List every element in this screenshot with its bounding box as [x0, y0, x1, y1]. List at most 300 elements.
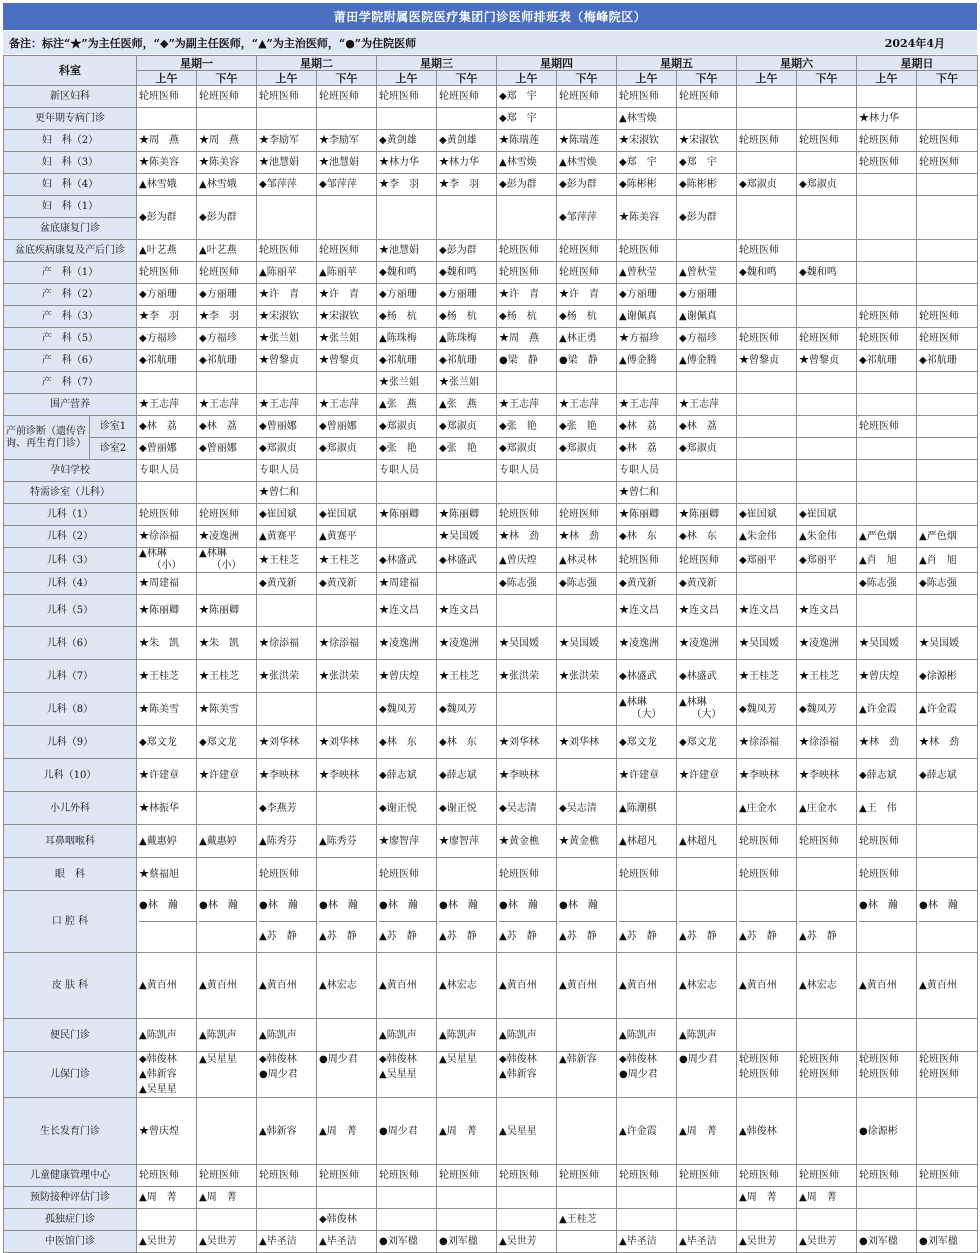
- schedule-cell: [917, 460, 978, 482]
- header-pm: 下午: [317, 71, 377, 86]
- schedule-cell: ★张洪荣: [497, 660, 557, 693]
- schedule-cell: ▲苏 静: [677, 891, 737, 953]
- schedule-cell: ★凌逸洲: [617, 627, 677, 660]
- schedule-cell: 轮班医师: [437, 86, 497, 108]
- schedule-cell: ▲毕圣洁: [677, 1231, 737, 1253]
- schedule-cell: ★徐添福: [797, 726, 857, 759]
- schedule-cell: [317, 693, 377, 726]
- schedule-cell: ▲曾秋莹: [677, 262, 737, 284]
- schedule-cell: ★张洪荣: [257, 660, 317, 693]
- schedule-cell: [137, 108, 197, 130]
- schedule-cell: ★陈美容: [617, 196, 677, 240]
- header-dept: 科室: [4, 56, 137, 86]
- schedule-cell: 轮班医师: [557, 86, 617, 108]
- schedule-cell: ▲陈珠梅: [437, 328, 497, 350]
- schedule-cell: ◆陈彬彬: [677, 174, 737, 196]
- schedule-cell: [917, 792, 978, 825]
- schedule-cell: ▲严色烟: [917, 526, 978, 548]
- schedule-cell: [257, 595, 317, 627]
- header-am: 上午: [497, 71, 557, 86]
- schedule-cell: ★李励军: [257, 130, 317, 152]
- schedule-cell: ◆郑淑贞: [317, 438, 377, 460]
- schedule-cell: ▲陈凯声: [257, 1019, 317, 1052]
- schedule-cell: [677, 460, 737, 482]
- schedule-cell: [197, 108, 257, 130]
- schedule-cell: ●林 瀚 ▲苏 静: [437, 891, 497, 953]
- schedule-cell: [857, 595, 917, 627]
- schedule-cell: ◆黄茂新: [617, 573, 677, 595]
- table-row: [4, 174, 978, 196]
- schedule-cell: ●刘军楹: [377, 1231, 437, 1253]
- schedule-cell: ★黄金樵: [497, 825, 557, 858]
- schedule-cell: ◆李燕芳: [257, 792, 317, 825]
- schedule-cell: ★连文昌: [617, 595, 677, 627]
- schedule-cell: ★许 青: [257, 284, 317, 306]
- schedule-cell: ◆林 荔: [677, 416, 737, 438]
- dept-label: 产 科（1）: [4, 262, 137, 284]
- schedule-cell: ★廖智萍: [377, 825, 437, 858]
- schedule-cell: ●林 瀚 ▲苏 静: [497, 891, 557, 953]
- schedule-cell: 轮班医师: [617, 86, 677, 108]
- header-am: 上午: [257, 71, 317, 86]
- schedule-cell: ◆林 东: [437, 726, 497, 759]
- schedule-cell: [557, 460, 617, 482]
- schedule-cell: ★周 燕: [137, 130, 197, 152]
- schedule-cell: ★陈丽卿: [377, 504, 437, 526]
- header-day: 星期四: [497, 56, 617, 71]
- schedule-cell: 轮班医师: [737, 858, 797, 891]
- schedule-cell: ●徐源彬: [857, 1098, 917, 1165]
- schedule-cell: ★林 劲: [557, 526, 617, 548]
- schedule-cell: [497, 1209, 557, 1231]
- dept-label: 新区妇科: [4, 86, 137, 108]
- schedule-cell: [677, 482, 737, 504]
- schedule-cell: ▲张 燕: [377, 394, 437, 416]
- schedule-cell: [917, 1019, 978, 1052]
- schedule-cell: ▲周 菁: [197, 1187, 257, 1209]
- table-row: [4, 1098, 978, 1165]
- schedule-cell: [257, 693, 317, 726]
- schedule-cell: ▲许金霞: [917, 693, 978, 726]
- schedule-cell: 轮班医师: [857, 152, 917, 174]
- schedule-cell: ◆崔国斌: [737, 504, 797, 526]
- schedule-cell: 轮班医师: [557, 262, 617, 284]
- schedule-cell: ★周 燕: [197, 130, 257, 152]
- schedule-cell: ▲吴星星: [197, 1052, 257, 1098]
- schedule-cell: ◆韩俊林 ●周少君: [617, 1052, 677, 1098]
- schedule-cell: ●林 瀚 ▲苏 静: [377, 891, 437, 953]
- header-pm: 下午: [437, 71, 497, 86]
- schedule-cell: ▲林雪娥: [137, 174, 197, 196]
- schedule-cell: [437, 196, 497, 240]
- schedule-cell: ★曾黎贞: [797, 350, 857, 372]
- legend-note: 备注：标注“★”为主任医师，“◆”为副主任医师，“▲”为主治医师，“●”为住院医师: [9, 36, 417, 50]
- schedule-cell: ▲许金霞: [857, 693, 917, 726]
- schedule-cell: [737, 460, 797, 482]
- schedule-cell: [857, 394, 917, 416]
- schedule-cell: ◆林 荔: [197, 416, 257, 438]
- schedule-cell: ▲朱金伟: [737, 526, 797, 548]
- schedule-cell: 专职人员: [137, 460, 197, 482]
- schedule-cell: ◆张 艳: [557, 416, 617, 438]
- dept-label: 儿科（8）: [4, 693, 137, 726]
- table-row: [4, 526, 978, 548]
- schedule-cell: 轮班医师: [137, 504, 197, 526]
- schedule-cell: [557, 108, 617, 130]
- schedule-cell: 轮班医师: [917, 1165, 978, 1187]
- schedule-cell: ★王志萍: [257, 394, 317, 416]
- schedule-cell: ◆曾丽娜: [137, 438, 197, 460]
- schedule-cell: 轮班医师 轮班医师: [917, 1052, 978, 1098]
- schedule-cell: [617, 1209, 677, 1231]
- schedule-cell: ★池慧娟: [377, 240, 437, 262]
- schedule-cell: ★许 青: [557, 284, 617, 306]
- schedule-cell: ▲毕圣洁: [317, 1231, 377, 1253]
- dept-label: 儿童健康管理中心: [4, 1165, 137, 1187]
- schedule-cell: [317, 108, 377, 130]
- table-row: [4, 86, 978, 108]
- schedule-cell: ★周 燕: [497, 328, 557, 350]
- schedule-cell: ◆方丽珊: [197, 284, 257, 306]
- schedule-cell: ▲周 菁: [317, 1098, 377, 1165]
- schedule-cell: ▲黄百州: [197, 953, 257, 1019]
- schedule-cell: ●林 瀚: [197, 891, 257, 953]
- table-row: [4, 1019, 978, 1052]
- schedule-cell: ▲陈秀芬: [317, 825, 377, 858]
- schedule-header: [4, 56, 978, 86]
- schedule-cell: ▲傅金腾: [617, 350, 677, 372]
- schedule-cell: [797, 86, 857, 108]
- table-row: [4, 627, 978, 660]
- schedule-cell: ▲黄百州: [257, 953, 317, 1019]
- schedule-cell: ★陈丽卿: [137, 595, 197, 627]
- schedule-cell: ▲陈凯声: [137, 1019, 197, 1052]
- schedule-cell: [917, 240, 978, 262]
- schedule-cell: ★林 劲: [497, 526, 557, 548]
- schedule-cell: ◆陈志强: [557, 573, 617, 595]
- header-am: 上午: [377, 71, 437, 86]
- schedule-cell: [917, 174, 978, 196]
- dept-label: 儿科（1）: [4, 504, 137, 526]
- schedule-cell: ◆张 艳: [377, 438, 437, 460]
- schedule-cell: ★林力华: [857, 108, 917, 130]
- schedule-cell: ◆张 艳: [437, 438, 497, 460]
- schedule-cell: 轮班医师: [917, 328, 978, 350]
- schedule-cell: ★陈丽卿: [437, 504, 497, 526]
- schedule-cell: ◆陈志强: [857, 573, 917, 595]
- table-row: [4, 548, 978, 573]
- schedule-cell: ▲韩新容: [557, 1052, 617, 1098]
- dept-label: 特需诊室（儿科）: [4, 482, 137, 504]
- schedule-cell: [137, 372, 197, 394]
- schedule-cell: ▲林正勇: [557, 328, 617, 350]
- schedule-cell: ★连文昌: [677, 595, 737, 627]
- schedule-cell: [917, 858, 978, 891]
- schedule-cell: [737, 108, 797, 130]
- schedule-cell: ●林 瀚: [857, 891, 917, 953]
- dept-label: 儿科（5）: [4, 595, 137, 627]
- schedule-cell: ▲曾秋莹: [617, 262, 677, 284]
- schedule-cell: ★许 青: [317, 284, 377, 306]
- schedule-cell: 轮班医师: [197, 504, 257, 526]
- schedule-title: 莆田学院附属医院医疗集团门诊医师排班表（梅峰院区）: [3, 3, 977, 30]
- schedule-cell: [677, 792, 737, 825]
- schedule-cell: ★王桂芝: [137, 660, 197, 693]
- schedule-cell: [317, 1187, 377, 1209]
- schedule-cell: ◆郑淑贞: [257, 438, 317, 460]
- table-row: [4, 262, 978, 284]
- schedule-cell: ▲周 菁: [677, 1098, 737, 1165]
- schedule-cell: [917, 825, 978, 858]
- schedule-cell: ★李映林: [737, 759, 797, 792]
- table-row: [4, 891, 978, 953]
- schedule-cell: ◆韩俊林: [317, 1209, 377, 1231]
- schedule-cell: ★吴国媛: [437, 526, 497, 548]
- schedule-cell: ★陈美雪: [137, 693, 197, 726]
- schedule-cell: ★林 劲: [917, 726, 978, 759]
- dept-label: 更年期专病门诊: [4, 108, 137, 130]
- dept-label: 生长发育门诊: [4, 1098, 137, 1165]
- schedule-cell: ◆薛志斌: [437, 759, 497, 792]
- schedule-cell: ★凌逸洲: [377, 627, 437, 660]
- schedule-table: [3, 55, 978, 1253]
- schedule-cell: 轮班医师: [617, 1165, 677, 1187]
- schedule-cell: [377, 196, 437, 240]
- schedule-cell: [197, 858, 257, 891]
- schedule-cell: ★凌逸洲: [677, 627, 737, 660]
- schedule-cell: [197, 482, 257, 504]
- schedule-cell: ★陈瑞莲: [557, 130, 617, 152]
- header-am: 上午: [137, 71, 197, 86]
- schedule-cell: ▲谢佩真: [617, 306, 677, 328]
- schedule-cell: ◆魏凤芳: [797, 693, 857, 726]
- schedule-cell: ▲许金霞: [617, 1098, 677, 1165]
- schedule-cell: ★王桂芝: [797, 660, 857, 693]
- schedule-cell: [257, 1187, 317, 1209]
- schedule-cell: 轮班医师: [737, 1165, 797, 1187]
- schedule-cell: [917, 595, 978, 627]
- schedule-cell: ▲黄百州: [137, 953, 197, 1019]
- schedule-cell: ◆徐源彬: [917, 660, 978, 693]
- schedule-cell: ◆杨 杭: [437, 306, 497, 328]
- schedule-cell: ★李映林: [317, 759, 377, 792]
- schedule-cell: ●周少君: [377, 1098, 437, 1165]
- schedule-cell: 轮班医师: [137, 86, 197, 108]
- schedule-cell: ★林力华: [377, 152, 437, 174]
- header-day: 星期日: [857, 56, 978, 71]
- schedule-cell: ★许建章: [137, 759, 197, 792]
- schedule-cell: [317, 460, 377, 482]
- schedule-cell: [377, 1209, 437, 1231]
- schedule-cell: [437, 460, 497, 482]
- dept-label: 便民门诊: [4, 1019, 137, 1052]
- schedule-cell: ▲林雪焕: [557, 152, 617, 174]
- schedule-cell: [857, 460, 917, 482]
- schedule-cell: ◆郑文龙: [617, 726, 677, 759]
- schedule-cell: ★刘华林: [497, 726, 557, 759]
- schedule-cell: 轮班医师: [857, 825, 917, 858]
- sub-room-label: 诊室1: [90, 416, 137, 438]
- schedule-cell: [737, 196, 797, 240]
- schedule-cell: ▲吴星星: [437, 1052, 497, 1098]
- schedule-cell: ●林 瀚 ▲苏 静: [257, 891, 317, 953]
- schedule-cell: ◆魏和鸣: [437, 262, 497, 284]
- schedule-cell: ◆薛志斌: [917, 759, 978, 792]
- dept-label: 小儿外科: [4, 792, 137, 825]
- schedule-cell: ●周少君: [677, 1052, 737, 1098]
- schedule-cell: 专职人员: [497, 460, 557, 482]
- dept-label: 眼 科: [4, 858, 137, 891]
- schedule-cell: ▲吴世芳: [497, 1231, 557, 1253]
- dept-label: 产 科（3）: [4, 306, 137, 328]
- schedule-cell: ◆曾丽娜: [317, 416, 377, 438]
- schedule-cell: ★王志萍: [557, 394, 617, 416]
- schedule-cell: ▲陈凯声: [377, 1019, 437, 1052]
- schedule-cell: [917, 504, 978, 526]
- table-row: [4, 306, 978, 328]
- schedule-cell: ◆祁航珊: [917, 350, 978, 372]
- schedule-cell: 轮班医师: [737, 825, 797, 858]
- schedule-cell: 轮班医师: [857, 858, 917, 891]
- dept-label: 产 科（2）: [4, 284, 137, 306]
- schedule-cell: 轮班医师: [497, 504, 557, 526]
- table-row: [4, 504, 978, 526]
- schedule-cell: [197, 573, 257, 595]
- schedule-cell: 轮班医师: [737, 240, 797, 262]
- dept-label: 盆底疾病康复及产后门诊: [4, 240, 137, 262]
- schedule-cell: [557, 1187, 617, 1209]
- schedule-cell: [437, 482, 497, 504]
- schedule-cell: ▲苏 静: [617, 891, 677, 953]
- schedule-cell: ◆韩俊林 ●周少君: [257, 1052, 317, 1098]
- schedule-cell: ◆方丽珊: [137, 284, 197, 306]
- schedule-cell: [737, 438, 797, 460]
- schedule-cell: ▲毕圣洁: [617, 1231, 677, 1253]
- schedule-cell: [557, 482, 617, 504]
- schedule-cell: ◆郑丽平: [797, 548, 857, 573]
- schedule-cell: ▲吴星星: [497, 1098, 557, 1165]
- schedule-cell: ★李 羽: [437, 174, 497, 196]
- schedule-cell: [317, 196, 377, 240]
- schedule-cell: [317, 1019, 377, 1052]
- schedule-cell: [857, 174, 917, 196]
- schedule-cell: 轮班医师: [497, 858, 557, 891]
- schedule-cell: ▲陈凯声: [677, 1019, 737, 1052]
- schedule-cell: ★王志萍: [617, 394, 677, 416]
- dept-label: 预防接种评估门诊: [4, 1187, 137, 1209]
- schedule-cell: [917, 1098, 978, 1165]
- table-row: [4, 825, 978, 858]
- schedule-cell: ▲林琳 （小）: [137, 548, 197, 573]
- dept-label: 妇 科（1）: [4, 196, 137, 218]
- schedule-cell: ★张兰姐: [317, 328, 377, 350]
- schedule-cell: [557, 1019, 617, 1052]
- schedule-cell: ◆郑文龙: [677, 726, 737, 759]
- schedule-cell: [797, 460, 857, 482]
- schedule-cell: ▲肖 旭: [857, 548, 917, 573]
- schedule-cell: ◆韩俊林 ▲韩新容 ▲吴星星: [137, 1052, 197, 1098]
- dept-label: 孤独症门诊: [4, 1209, 137, 1231]
- schedule-cell: [857, 372, 917, 394]
- schedule-cell: ★曾庆煌: [137, 1098, 197, 1165]
- dept-label: 儿科（10）: [4, 759, 137, 792]
- schedule-cell: ★张兰姐: [437, 372, 497, 394]
- schedule-cell: [377, 108, 437, 130]
- schedule-cell: 轮班医师: [857, 306, 917, 328]
- schedule-cell: [797, 306, 857, 328]
- table-row: [4, 394, 978, 416]
- schedule-cell: [197, 792, 257, 825]
- schedule-cell: ★王志萍: [137, 394, 197, 416]
- schedule-cell: ◆彭为群: [497, 174, 557, 196]
- schedule-cell: ▲戴惠婷: [137, 825, 197, 858]
- header-am: 上午: [737, 71, 797, 86]
- schedule-cell: ◆黄茂新: [257, 573, 317, 595]
- schedule-cell: ●梁 静: [497, 350, 557, 372]
- schedule-cell: 轮班医师: [857, 1165, 917, 1187]
- dept-label: 中医馆门诊: [4, 1231, 137, 1253]
- schedule-cell: ▲黄百州: [377, 953, 437, 1019]
- schedule-cell: ●林 瀚: [137, 891, 197, 953]
- table-row: [4, 240, 978, 262]
- schedule-date: 2024年4月: [884, 36, 945, 50]
- schedule-cell: ▲林宏志: [797, 953, 857, 1019]
- schedule-cell: [737, 306, 797, 328]
- schedule-cell: [437, 573, 497, 595]
- schedule-cell: [557, 858, 617, 891]
- header-pm: 下午: [677, 71, 737, 86]
- schedule-cell: ◆祁航珊: [377, 350, 437, 372]
- schedule-cell: 轮班医师: [497, 1165, 557, 1187]
- schedule-cell: ★刘华林: [257, 726, 317, 759]
- schedule-cell: [797, 416, 857, 438]
- schedule-cell: ▲庄金水: [737, 792, 797, 825]
- schedule-cell: ▲黄百州: [557, 953, 617, 1019]
- dept-label: 产 科（6）: [4, 350, 137, 372]
- schedule-cell: 轮班医师: [137, 1165, 197, 1187]
- schedule-cell: [197, 1209, 257, 1231]
- schedule-cell: [317, 595, 377, 627]
- schedule-cell: [497, 595, 557, 627]
- schedule-cell: ◆黄茂新: [677, 573, 737, 595]
- schedule-cell: [917, 416, 978, 438]
- schedule-cell: [797, 152, 857, 174]
- schedule-cell: ★王桂芝: [257, 548, 317, 573]
- schedule-cell: [137, 482, 197, 504]
- schedule-cell: ★许 青: [497, 284, 557, 306]
- schedule-cell: [737, 284, 797, 306]
- schedule-cell: ▲吴世芳: [197, 1231, 257, 1253]
- schedule-cell: ▲周 菁: [437, 1098, 497, 1165]
- schedule-cell: [797, 482, 857, 504]
- schedule-cell: ★刘华林: [557, 726, 617, 759]
- schedule-cell: [737, 482, 797, 504]
- schedule-cell: ★刘华林: [317, 726, 377, 759]
- schedule-cell: ★黄金樵: [557, 825, 617, 858]
- schedule-cell: ▲黄百州: [857, 953, 917, 1019]
- schedule-cell: ★吴国媛: [557, 627, 617, 660]
- legend-note-bar: [3, 31, 977, 54]
- schedule-cell: [137, 1209, 197, 1231]
- schedule-cell: ◆郑丽平: [737, 548, 797, 573]
- schedule-cell: ◆陈志强: [497, 573, 557, 595]
- schedule-cell: 轮班医师 轮班医师: [857, 1052, 917, 1098]
- table-row: [4, 130, 978, 152]
- dept-label: 产 科（5）: [4, 328, 137, 350]
- schedule-cell: ▲陈珠梅: [377, 328, 437, 350]
- schedule-cell: ◆方福珍: [197, 328, 257, 350]
- table-row: [4, 372, 978, 394]
